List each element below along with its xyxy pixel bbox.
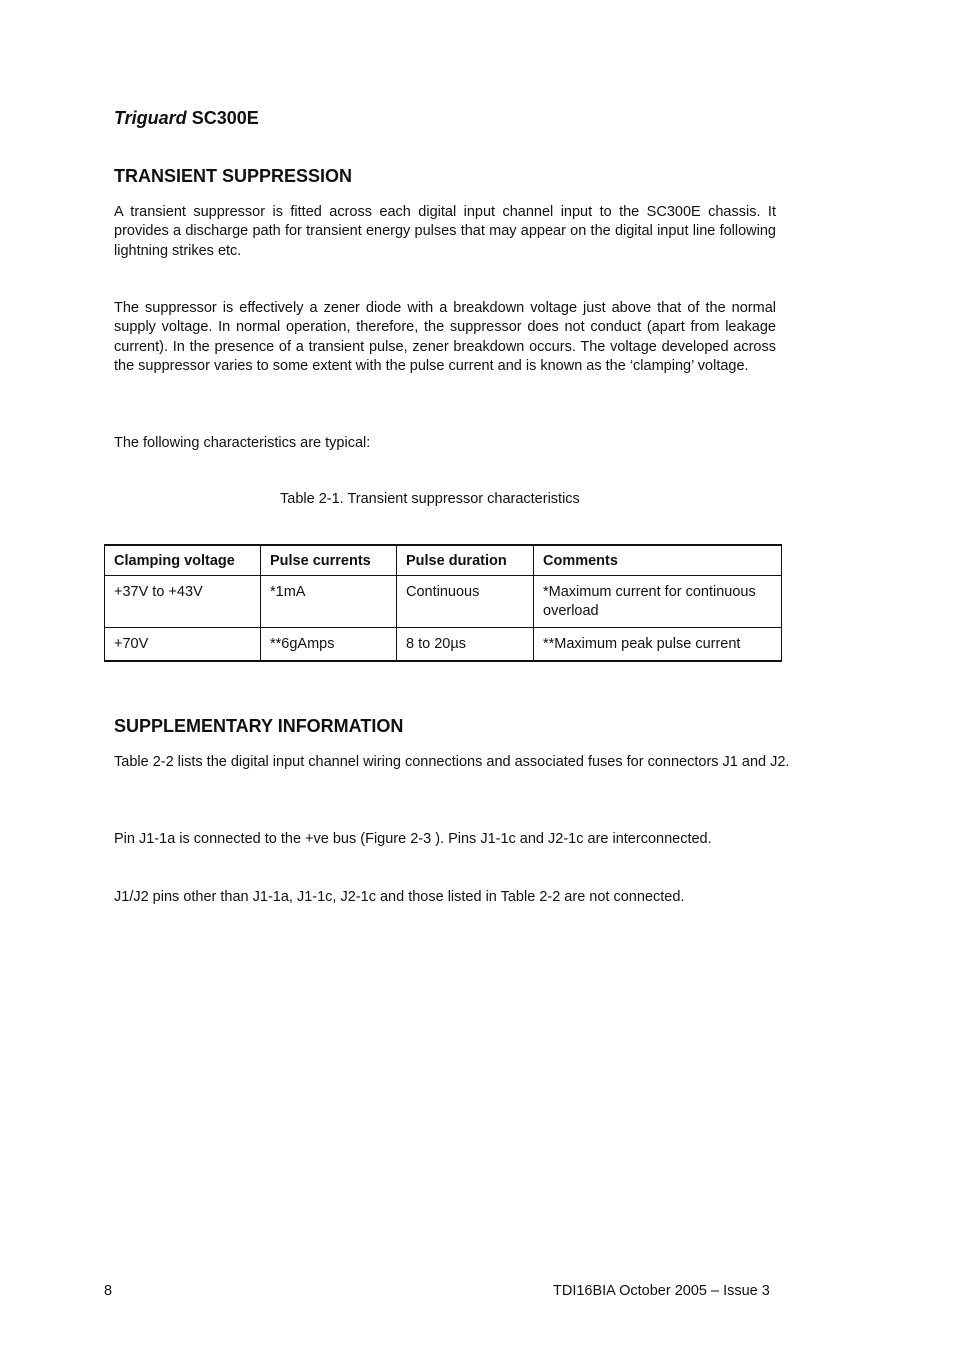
paragraph-transient-intro: A transient suppressor is fitted across each digital input channel input to the SC300E chassis. It provides a discharge path for transient energy pulses that may appear on the digital input line following lightning strikes etc.: [114, 204, 776, 259]
table-header-cell: Clamping voltage: [105, 545, 261, 576]
paragraph-pin-connection: Pin J1-1a is connected to the +ve bus (Figure 2-3 ). Pins J1-1c and J2-1c are interconnected.: [114, 831, 712, 847]
section-heading-transient-suppression: TRANSIENT SUPPRESSION: [114, 166, 353, 186]
paragraph-characteristics-intro: The following characteristics are typical:: [114, 435, 371, 451]
paragraph-unconnected-pins: J1/J2 pins other than J1-1a, J1-1c, J2-1c and those listed in Table 2-2 are not connected.: [114, 889, 685, 905]
table-cell: **Maximum peak pulse current: [534, 628, 782, 662]
table-cell: +37V to +43V: [105, 576, 261, 628]
table-cell: +70V: [105, 628, 261, 662]
table-cell: *1mA: [261, 576, 397, 628]
table-row: [105, 628, 782, 662]
table-cell: **6gAmps: [261, 628, 397, 662]
paragraph-table-2-2-reference: Table 2-2 lists the digital input channel wiring connections and associated fuses for connectors J1 and J2.: [114, 754, 790, 770]
document-title: [114, 108, 259, 129]
section-heading-supplementary-information: SUPPLEMENTARY INFORMATION: [114, 716, 404, 736]
paragraph-suppressor-description: The suppressor is effectively a zener diode with a breakdown voltage just above that of the normal supply voltage. In normal operation, therefore, the suppressor does not conduct (apart from leakage current). In the presence of a transient pulse, zener breakdown occurs. The voltage developed across the suppressor varies to some extent with the pulse current and is known as the ‘clamping’ voltage.: [114, 300, 776, 374]
table-caption: Table 2-1. Transient suppressor characteristics: [280, 491, 580, 507]
page-number: 8: [104, 1283, 113, 1299]
transient-suppressor-table: [104, 544, 782, 662]
table-header-cell: Comments: [534, 545, 782, 576]
document-reference: TDI16BIA October 2005 – Issue 3: [553, 1283, 770, 1299]
model-name: SC300E: [191, 108, 259, 128]
table-cell: *Maximum current for continuous overload: [534, 576, 782, 628]
table-header-row: [105, 545, 782, 576]
brand-name: Triguard: [114, 108, 187, 128]
table-cell: 8 to 20µs: [397, 628, 534, 662]
table-header-cell: Pulse currents: [261, 545, 397, 576]
table-cell: Continuous: [397, 576, 534, 628]
table-row: [105, 576, 782, 628]
table-header-cell: Pulse duration: [397, 545, 534, 576]
